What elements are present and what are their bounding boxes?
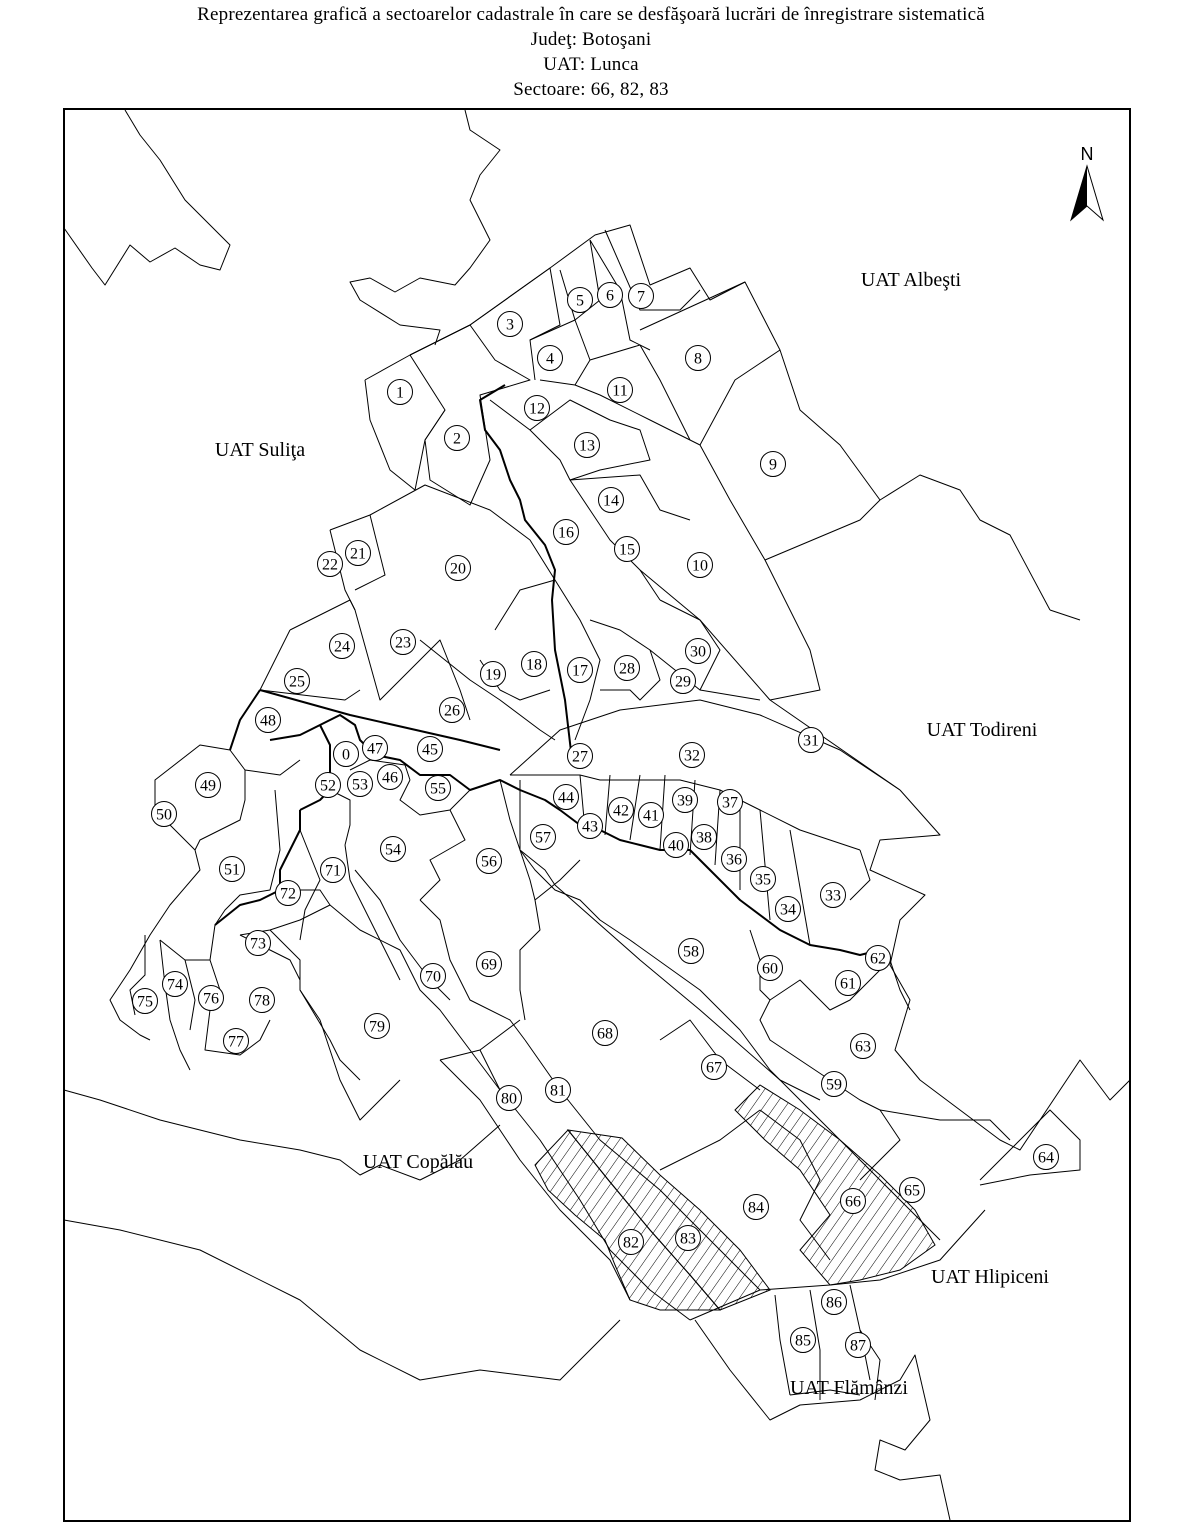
sector-number: 52 [320,777,336,795]
sector-number: 85 [795,1332,811,1350]
sector-number: 79 [369,1018,385,1036]
sector-marker-14 [599,488,624,513]
sector-number: 71 [325,862,341,880]
sector-number: 55 [430,780,446,798]
sector-marker-77 [224,1029,249,1054]
sector-number: 58 [683,943,699,961]
sector-marker-87 [846,1333,871,1358]
sector-marker-47 [363,736,388,761]
sector-marker-71 [321,858,346,883]
title-line-1: Reprezentarea grafică a sectoarelor cadastrale în care se desfăşoară lucrări de înregistrare sistematică [197,4,985,25]
sector-marker-41 [639,803,664,828]
sector-marker-23 [391,630,416,655]
sector-marker-61 [836,971,861,996]
sector-marker-16 [554,520,579,545]
sector-marker-48 [256,708,281,733]
sector-marker-67 [702,1055,727,1080]
title-line-3: UAT: Lunca [543,54,639,75]
sector-number: 61 [840,975,856,993]
sector-marker-18 [522,652,547,677]
sector-number: 25 [289,673,305,691]
sector-marker-32 [680,743,705,768]
sector-marker-76 [199,986,224,1011]
sector-number: 8 [694,350,702,368]
sector-number: 74 [167,976,183,994]
sector-number: 6 [606,287,614,305]
sector-number: 4 [546,350,554,368]
sector-marker-85 [791,1328,816,1353]
sector-marker-11 [608,378,633,403]
sector-number: 2 [453,430,461,448]
sector-number: 69 [481,956,497,974]
sector-marker-9 [761,452,786,477]
sector-marker-53 [348,772,373,797]
sector-number: 29 [675,673,691,691]
sector-number: 64 [1038,1149,1054,1167]
sector-marker-26 [440,698,465,723]
sector-number: 84 [748,1199,764,1217]
sector-marker-28 [615,656,640,681]
sector-marker-36 [722,847,747,872]
sector-number: 5 [576,292,584,310]
sector-number: 17 [572,662,588,680]
sector-number: 59 [826,1076,842,1094]
sector-number: 76 [203,990,219,1008]
sector-number: 15 [619,541,635,559]
sector-number: 23 [395,634,411,652]
sector-number: 73 [250,935,266,953]
sector-marker-44 [554,785,579,810]
sector-marker-69 [477,952,502,977]
sector-marker-15 [615,537,640,562]
sector-marker-19 [481,662,506,687]
sector-number: 32 [684,747,700,765]
sector-number: 87 [850,1337,866,1355]
sector-marker-83 [676,1226,701,1251]
sector-marker-7 [629,284,654,309]
title-line-4: Sectoare: 66, 82, 83 [513,79,669,100]
sector-marker-59 [822,1072,847,1097]
sector-marker-1 [388,380,413,405]
sector-number: 44 [558,789,574,807]
sector-number: 31 [803,732,819,750]
sector-marker-20 [446,556,471,581]
sector-marker-4 [538,346,563,371]
sector-marker-38 [692,825,717,850]
sector-number: 19 [485,666,501,684]
uat-label-flamanzi: UAT Flămânzi [790,1377,908,1399]
uat-label-copalau: UAT Copălău [362,1151,474,1173]
sector-number: 46 [382,769,398,787]
sector-marker-40 [664,833,689,858]
sector-number: 47 [367,740,383,758]
sector-number: 13 [579,437,595,455]
sector-number: 57 [535,829,551,847]
sector-number: 1 [396,384,404,402]
sector-number: 36 [726,851,742,869]
sector-number: 63 [855,1038,871,1056]
sector-marker-72 [276,881,301,906]
sector-marker-84 [744,1195,769,1220]
sector-marker-50 [152,802,177,827]
uat-label-sulita: UAT Suliţa [214,439,306,461]
sector-number: 65 [904,1182,920,1200]
sector-marker-24 [330,634,355,659]
sector-marker-78 [250,988,275,1013]
title-line-2: Judeţ: Botoşani [530,29,652,50]
sector-marker-13 [575,433,600,458]
sector-marker-30 [686,639,711,664]
sector-number: 21 [350,545,366,563]
sector-marker-54 [381,837,406,862]
sector-number: 38 [696,829,712,847]
map-frame [64,109,1130,1521]
sector-marker-57 [531,825,556,850]
sector-marker-0 [334,742,359,767]
sector-number: 81 [550,1082,566,1100]
sector-marker-6 [598,283,623,308]
sector-number: 75 [137,993,153,1011]
sector-number: 34 [780,901,796,919]
sector-number: 72 [280,885,296,903]
sector-number: 66 [845,1193,861,1211]
sector-number: 24 [334,638,350,656]
sector-number: 67 [706,1059,722,1077]
sector-number: 86 [826,1294,842,1312]
sector-number: 39 [677,792,693,810]
uat-label-albesti: UAT Albeşti [860,269,962,291]
sector-marker-74 [163,972,188,997]
north-letter: N [1080,144,1094,164]
sector-number: 45 [422,741,438,759]
sector-number: 60 [762,960,778,978]
north-arrow-icon [1071,144,1103,220]
sector-number: 37 [722,794,738,812]
sector-number: 77 [228,1033,244,1051]
sector-number: 51 [224,861,240,879]
sector-marker-10 [688,553,713,578]
sector-marker-73 [246,931,271,956]
sector-marker-60 [758,956,783,981]
sector-number: 49 [200,777,216,795]
sector-number: 83 [680,1230,696,1248]
sector-marker-22 [318,552,343,577]
sector-number: 42 [613,802,629,820]
highlighted-sectors [535,1082,935,1310]
sector-marker-5 [568,288,593,313]
sector-marker-39 [673,788,698,813]
sector-marker-49 [196,773,221,798]
sector-marker-46 [378,765,403,790]
sector-number: 50 [156,806,172,824]
uat-label-todireni: UAT Todireni [926,719,1038,741]
sector-marker-63 [851,1034,876,1059]
sector-number: 43 [582,818,598,836]
sector-number: 82 [623,1234,639,1252]
sector-number: 33 [825,887,841,905]
sector-number: 12 [529,400,545,418]
sector-marker-3 [498,312,523,337]
sector-marker-52 [316,773,341,798]
sector-marker-2 [445,426,470,451]
sector-marker-8 [686,346,711,371]
sector-marker-34 [776,897,801,922]
sector-number: 22 [322,556,338,574]
sector-marker-37 [718,790,743,815]
sector-marker-17 [568,658,593,683]
sector-number: 62 [870,950,886,968]
sector-marker-25 [285,669,310,694]
sector-marker-33 [821,883,846,908]
sector-marker-31 [799,728,824,753]
sector-number: 3 [506,316,514,334]
sector-marker-81 [546,1078,571,1103]
sector-number: 35 [755,871,771,889]
outer-boundaries [64,110,1130,1520]
sector-marker-55 [426,776,451,801]
sector-number: 30 [690,643,706,661]
sector-number: 70 [425,968,441,986]
sector-marker-86 [822,1290,847,1315]
sector-marker-21 [346,541,371,566]
sector-marker-42 [609,798,634,823]
sector-marker-29 [671,669,696,694]
sector-number: 41 [643,807,659,825]
sector-marker-68 [593,1021,618,1046]
sector-marker-70 [421,964,446,989]
sector-marker-75 [133,989,158,1014]
sector-number: 9 [769,456,777,474]
sector-marker-82 [619,1230,644,1255]
sector-number: 28 [619,660,635,678]
sector-marker-45 [418,737,443,762]
sector-marker-12 [525,396,550,421]
sector-number: 54 [385,841,401,859]
sector-number: 78 [254,992,270,1010]
sector-marker-58 [679,939,704,964]
sector-marker-64 [1034,1145,1059,1170]
sector-marker-56 [477,849,502,874]
sector-number: 14 [603,492,619,510]
sector-marker-79 [365,1014,390,1039]
sector-marker-27 [568,744,593,769]
sector-number: 26 [444,702,460,720]
sector-number: 16 [558,524,574,542]
sector-number: 7 [637,288,645,306]
sector-number: 10 [692,557,708,575]
sector-marker-65 [900,1178,925,1203]
sector-number: 68 [597,1025,613,1043]
sector-marker-62 [866,946,891,971]
sector-number: 40 [668,837,684,855]
sector-number: 48 [260,712,276,730]
sector-marker-35 [751,867,776,892]
sector-number: 20 [450,560,466,578]
sector-number: 27 [572,748,588,766]
sector-number: 11 [612,382,628,400]
sector-number: 56 [481,853,497,871]
sector-number: 18 [526,656,542,674]
sector-number: 0 [342,746,350,764]
sector-number: 53 [352,776,368,794]
sector-marker-66 [841,1189,866,1214]
sector-marker-43 [578,814,603,839]
sector-marker-80 [497,1086,522,1111]
sector-number: 80 [501,1090,517,1108]
sector-marker-51 [220,857,245,882]
uat-label-hlipiceni: UAT Hlipiceni [931,1266,1049,1288]
